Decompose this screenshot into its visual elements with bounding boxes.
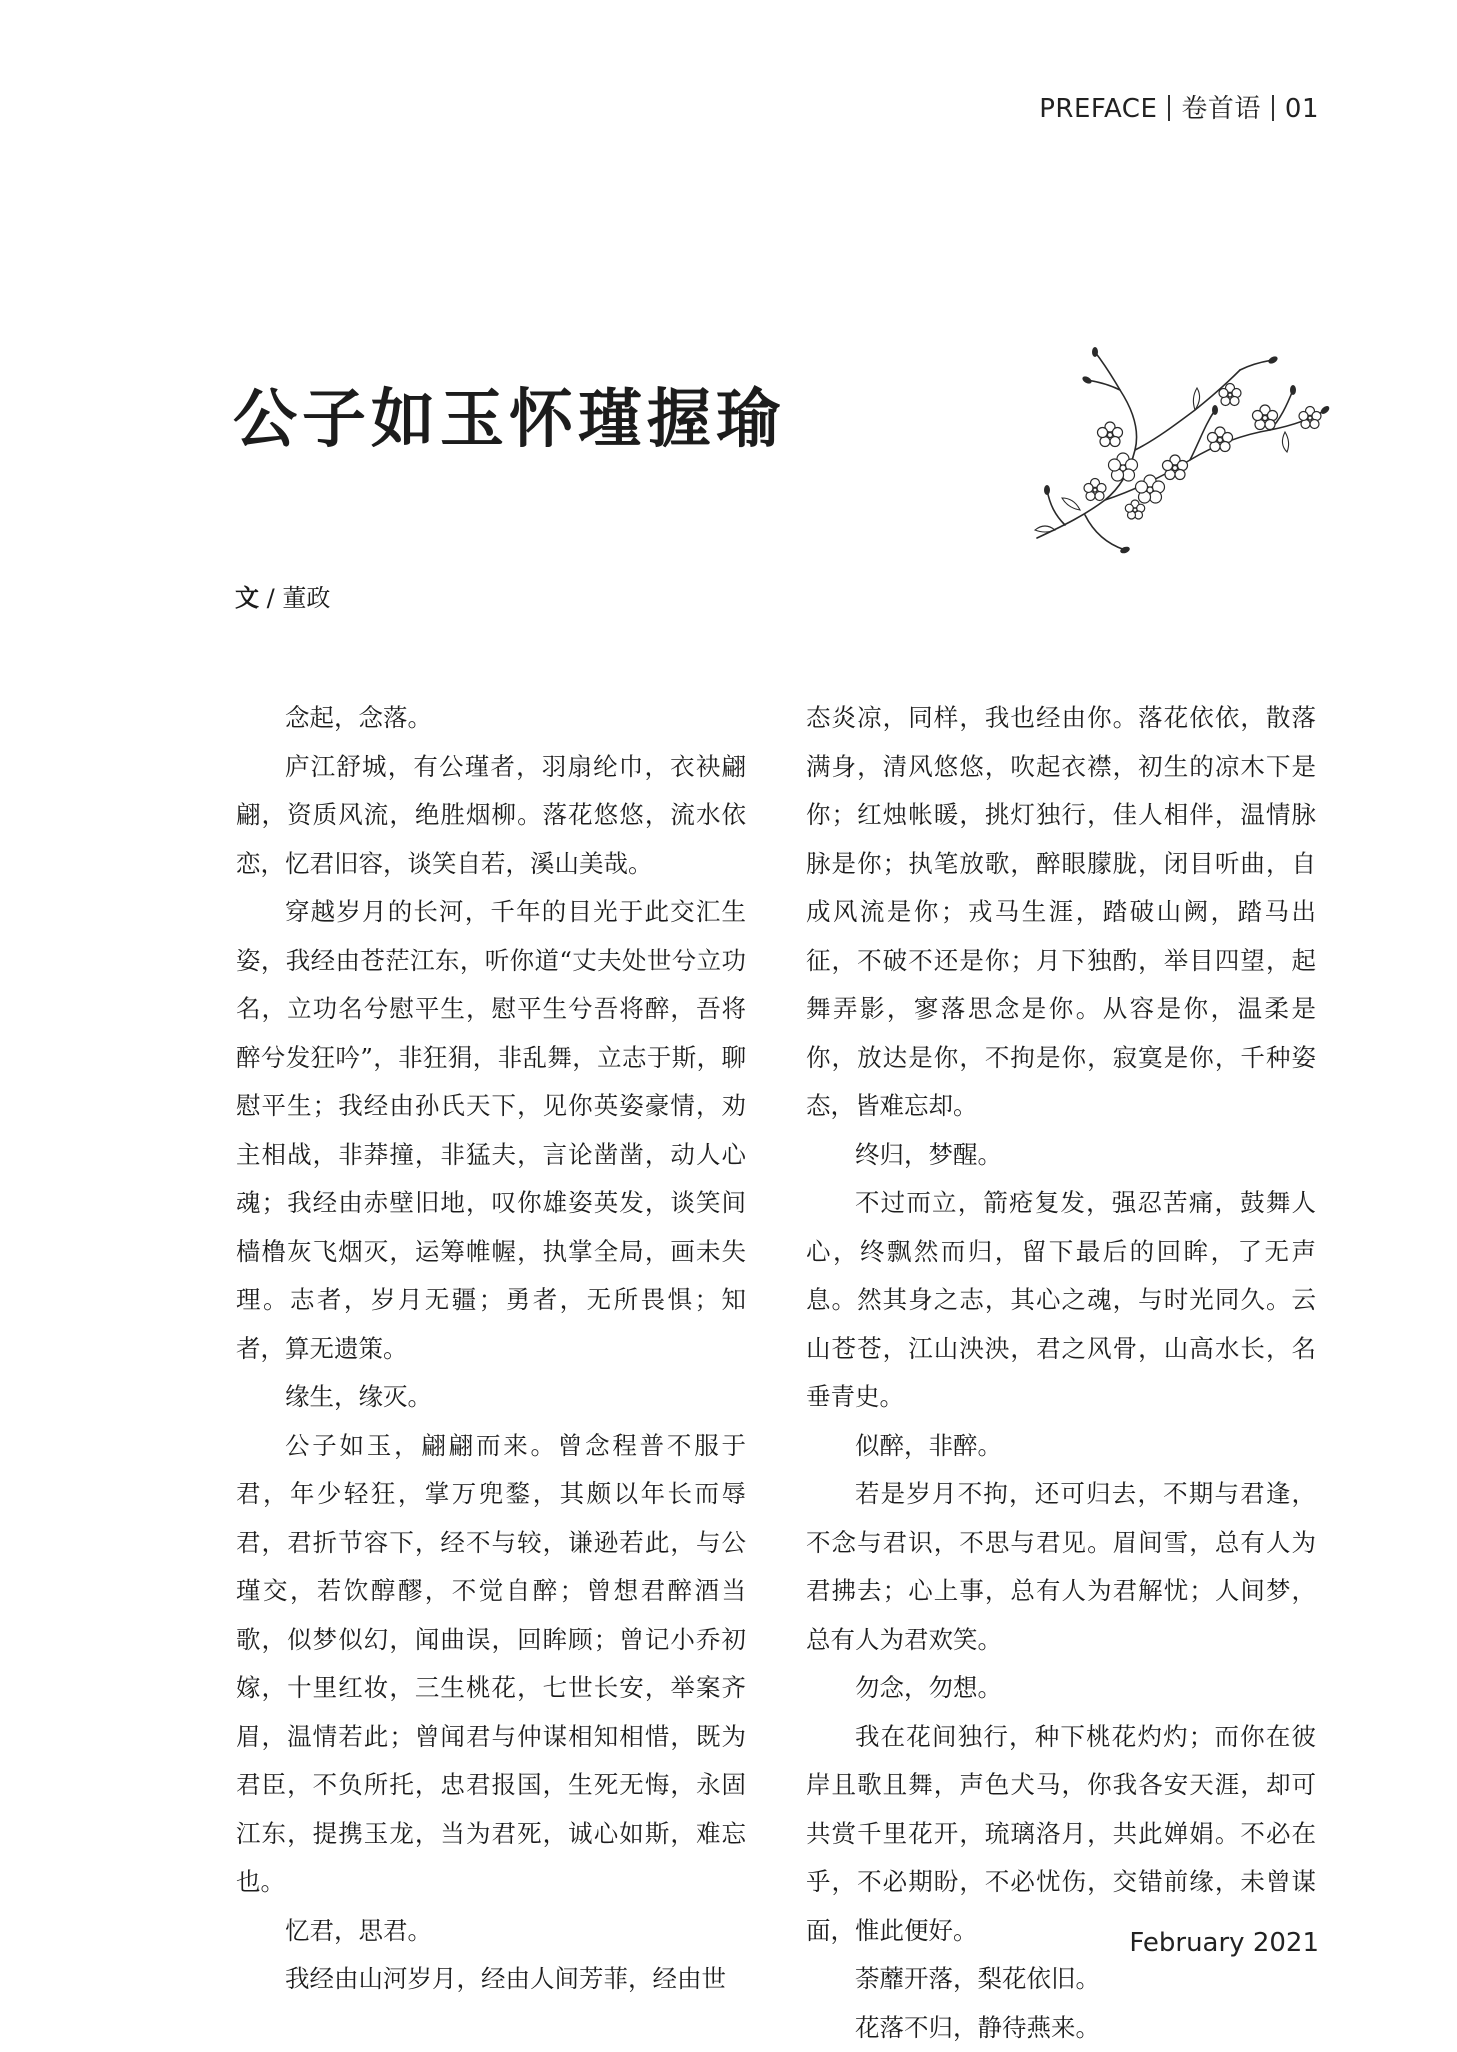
plum-blossom-branch-illustration xyxy=(1025,340,1335,560)
paragraph-continuation: 态炎凉，同样，我也经由你。落花依依，散落满身，清风悠悠，吹起衣襟，初生的凉木下是你；红烛帐暖，挑灯独行，佳人相伴，温情脉脉是你；执笔放歌，醉眼朦胧，闭目听曲，自成风流是你；戎马生涯，踏破山阙，踏马出征，不破不还是你；月下独酌，举目四望，起舞弄影，寥落思念是你。从容是你，温柔是你，放达是你，不拘是你，寂寞是你，千种姿态，皆难忘却。 xyxy=(806,694,1316,1131)
paragraph: 不过而立，箭疮复发，强忍苦痛，鼓舞人心，终飘然而归，留下最后的回眸，了无声息。然其身之志，其心之魂，与时光同久。云山苍苍，江山泱泱，君之风骨，山高水长，名垂青史。 xyxy=(806,1179,1316,1422)
paragraph: 若是岁月不拘，还可归去，不期与君逢，不念与君识，不思与君见。眉间雪，总有人为君拂去；心上事，总有人为君解忧；人间梦，总有人为君欢笑。 xyxy=(806,1470,1316,1664)
paragraph: 荼蘼开落，梨花依旧。 xyxy=(806,1955,1316,2004)
paragraph: 公子如玉，翩翩而来。曾念程普不服于君，年少轻狂，掌万兜鍪，其颇以年长而辱君，君折节容下，经不与较，谦逊若此，与公瑾交，若饮醇醪，不觉自醉；曾想君醉酒当歌，似梦似幻，闻曲误，回眸顾；曾记小乔初嫁，十里红妆，三生桃花，七世长安，举案齐眉，温情若此；曾闻君与仲谋相知相惜，既为君臣，不负所托，忠君报国，生死无悔，永固江东，提携玉龙，当为君死，诚心如斯，难忘也。 xyxy=(236,1422,746,1907)
body-column-left xyxy=(236,694,746,2004)
body-column-right xyxy=(806,694,1316,2052)
paragraph: 花落不归，静待燕来。 xyxy=(806,2004,1316,2052)
paragraph: 终归，梦醒。 xyxy=(806,1131,1316,1180)
paragraph: 忆君，思君。 xyxy=(236,1907,746,1956)
column-label: 卷首语 xyxy=(1181,94,1261,124)
issue-date: February 2021 xyxy=(1129,1928,1319,1958)
header-divider xyxy=(1272,95,1274,121)
paragraph: 我经由山河岁月，经由人间芳菲，经由世 xyxy=(236,1955,746,2004)
paragraph: 我在花间独行，种下桃花灼灼；而你在彼岸且歌且舞，声色犬马，你我各安天涯，却可共赏千里花开，琉璃洛月，共此婵娟。不必在乎，不必期盼，不必忧伤，交错前缘，未曾谋面，惟此便好。 xyxy=(806,1713,1316,1956)
section-label: PREFACE xyxy=(1039,94,1157,124)
author-name: 董政 xyxy=(282,584,330,612)
article-title: 公子如玉怀瑾握瑜 xyxy=(233,368,785,460)
paragraph: 念起，念落。 xyxy=(236,694,746,743)
header-divider xyxy=(1168,95,1170,121)
paragraph: 庐江舒城，有公瑾者，羽扇纶巾，衣袂翩翩，资质风流，绝胜烟柳。落花悠悠，流水依恋，忆君旧容，谈笑自若，溪山美哉。 xyxy=(236,743,746,889)
page-number: 01 xyxy=(1285,94,1319,124)
paragraph: 勿念，勿想。 xyxy=(806,1664,1316,1713)
paragraph: 缘生，缘灭。 xyxy=(236,1373,746,1422)
running-header xyxy=(1039,88,1319,125)
byline xyxy=(235,578,330,613)
paragraph: 似醉，非醉。 xyxy=(806,1422,1316,1471)
paragraph: 穿越岁月的长河，千年的目光于此交汇生姿，我经由苍茫江东，听你道“丈夫处世兮立功名，立功名兮慰平生，慰平生兮吾将醉，吾将醉兮发狂吟”，非狂狷，非乱舞，立志于斯，聊慰平生；我经由孙氏天下，见你英姿豪情，劝主相战，非莽撞，非猛夫，言论凿凿，动人心魂；我经由赤壁旧地，叹你雄姿英发，谈笑间樯橹灰飞烟灭，运筹帷幄，执掌全局，画未失理。志者，岁月无疆；勇者，无所畏惧；知者，算无遗策。 xyxy=(236,888,746,1373)
byline-separator: / xyxy=(267,584,275,612)
byline-prefix: 文 xyxy=(235,584,259,612)
